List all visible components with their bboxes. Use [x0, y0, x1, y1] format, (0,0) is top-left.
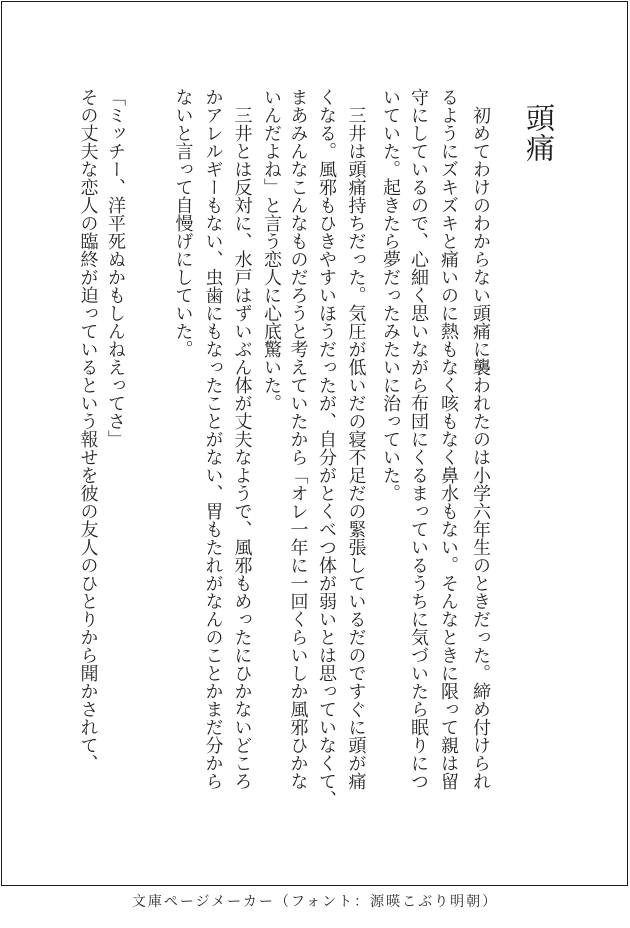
- body-line: ないと言って自慢げにしていた。: [173, 88, 194, 358]
- body-line: るようにズキズキと痛いのに熱もなく咳もなく鼻水もない。そんなときに限って親は留: [439, 88, 459, 790]
- body-line: 「ミッチー、洋平死ぬかもしんねえってさ」: [106, 88, 126, 448]
- body-line: 三井は頭痛持ちだった。気圧が低いだの寝不足だの緊張しているだのですぐに頭が痛: [346, 88, 367, 790]
- body-line: その丈夫な恋人の臨終が迫っているという報せを彼の友人のひとりから聞かされて、: [78, 88, 99, 772]
- body-line: いんだよね」と言う恋人に心底驚いた。: [262, 88, 282, 412]
- body-line: 守にしているので、心細く思いながら布団にくるまっているうちに気づいたら眠りにつ: [409, 88, 429, 790]
- body-line: いていた。起きたら夢だったみたいに治っていた。: [381, 88, 401, 502]
- body-line: くなる。風邪もひきやすいほうだったが、自分がとくべつ体が弱いとは思っていなくて、: [317, 88, 337, 808]
- body-line: 初めてわけのわからない頭痛に襲われたのは小学六年生のときだった。締め付けられ: [471, 88, 491, 790]
- body-line: かアレルギーもない、虫歯にもなったことがない、胃もたれがなんのことかまだ分から: [203, 88, 224, 790]
- footer-caption: 文庫ページメーカー（フォント：源暎こぶり明朝）: [131, 895, 499, 910]
- body-line: まあみんなこんなものだろうと考えていたから「オレ一年に一回くらいしか風邪ひかな: [288, 88, 309, 790]
- body-line: 三井とは反対に、水戸はずいぶん体が丈夫なようで、風邪もめったにひかないどころ: [232, 88, 253, 790]
- page-title: 頭痛: [522, 103, 554, 163]
